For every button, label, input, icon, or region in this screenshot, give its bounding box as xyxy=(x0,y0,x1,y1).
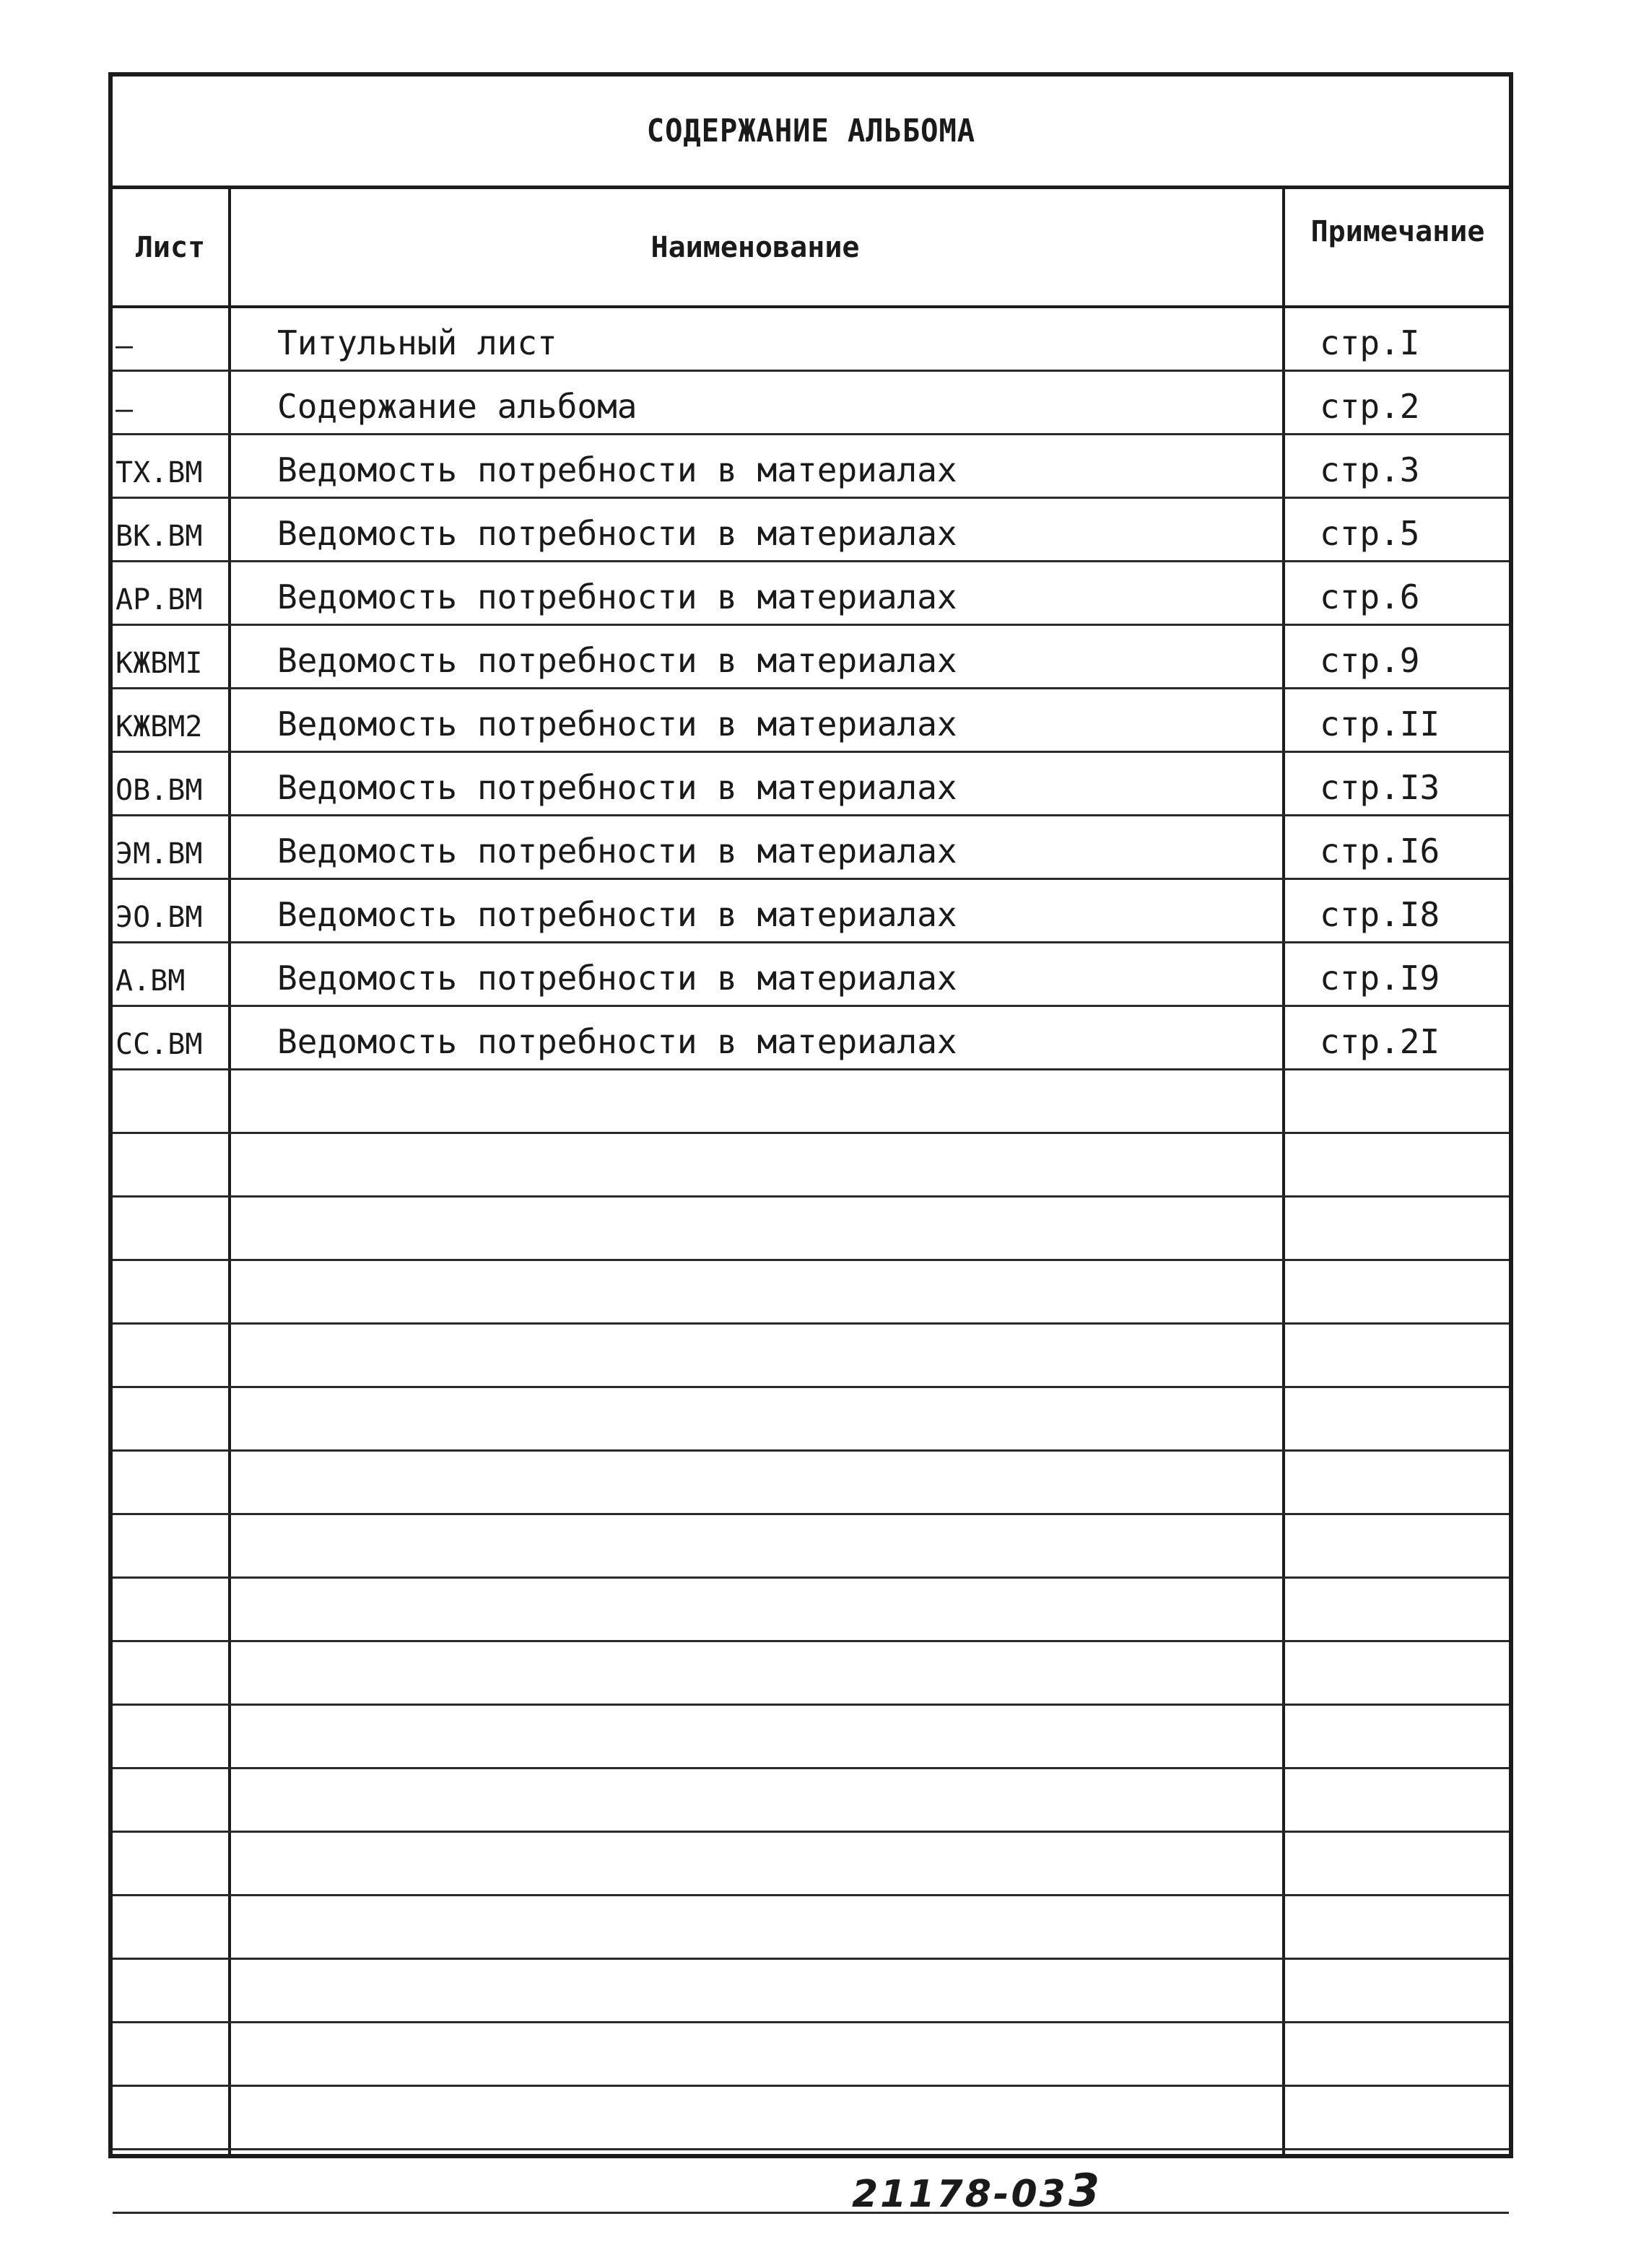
row-name xyxy=(277,1452,1274,1513)
table-row xyxy=(113,499,1509,562)
row-sheet-code: СС.ВМ xyxy=(116,1028,203,1061)
row-note xyxy=(1320,2150,1507,2212)
row-note xyxy=(1320,2087,1507,2148)
row-sheet-code xyxy=(116,1579,227,1640)
album-contents-title: СОДЕРЖАНИЕ АЛЬБОМА xyxy=(646,113,975,149)
row-note xyxy=(1320,1070,1507,1132)
table-row xyxy=(113,1388,1509,1452)
row-name: Ведомость потребности в материалах xyxy=(277,895,957,934)
row-note xyxy=(1320,1388,1507,1449)
table-row xyxy=(113,1515,1509,1579)
document-code: 21178-03 xyxy=(852,2173,1068,2216)
row-sheet-code: КЖВМI xyxy=(116,647,203,680)
row-name xyxy=(277,2087,1274,2148)
row-name xyxy=(277,1769,1274,1831)
row-note xyxy=(1320,1896,1507,1958)
row-name: Ведомость потребности в материалах xyxy=(277,514,957,553)
row-name xyxy=(277,1261,1274,1322)
row-note xyxy=(1320,1452,1507,1513)
row-sheet-code xyxy=(116,1515,227,1576)
row-name xyxy=(277,2023,1274,2085)
row-name: Ведомость потребности в материалах xyxy=(277,959,957,998)
row-name xyxy=(277,1134,1274,1195)
row-sheet-code: КЖВМ2 xyxy=(116,710,203,743)
row-note xyxy=(1320,1515,1507,1576)
row-sheet-code xyxy=(116,1452,227,1513)
table-header xyxy=(113,189,1509,308)
row-sheet-code: АР.ВМ xyxy=(116,583,203,616)
table-row xyxy=(113,1325,1509,1388)
row-name: Ведомость потребности в материалах xyxy=(277,705,957,743)
row-name xyxy=(277,1579,1274,1640)
row-name: Содержание альбома xyxy=(277,387,637,426)
table-row xyxy=(113,1896,1509,1960)
row-note xyxy=(1320,1706,1507,1767)
table-row xyxy=(113,562,1509,626)
row-name xyxy=(277,1515,1274,1576)
table-row xyxy=(113,435,1509,499)
table-row xyxy=(113,1769,1509,1833)
table-row xyxy=(113,1007,1509,1070)
row-sheet-code xyxy=(116,1896,227,1958)
row-note: стр.2I xyxy=(1320,1022,1440,1061)
row-note xyxy=(1320,2023,1507,2085)
row-note: стр.I9 xyxy=(1320,959,1440,998)
row-note: стр.I8 xyxy=(1320,895,1440,934)
row-name: Ведомость потребности в материалах xyxy=(277,768,957,807)
row-name: Ведомость потребности в материалах xyxy=(277,832,957,871)
row-sheet-code xyxy=(116,1325,227,1386)
row-sheet-code xyxy=(116,1960,227,2021)
row-name xyxy=(277,1642,1274,1704)
table-row xyxy=(113,689,1509,753)
row-sheet-code: – xyxy=(116,393,134,426)
header-name: Наименование xyxy=(650,230,860,264)
title-band xyxy=(113,77,1509,189)
row-name xyxy=(277,1198,1274,1259)
table-row xyxy=(113,880,1509,943)
row-note: стр.3 xyxy=(1320,450,1420,489)
row-note: стр.I3 xyxy=(1320,768,1440,807)
row-sheet-code xyxy=(116,1833,227,1894)
row-note xyxy=(1320,1833,1507,1894)
table-row xyxy=(113,816,1509,880)
table-row xyxy=(113,308,1509,372)
row-sheet-code xyxy=(116,1261,227,1322)
table-row xyxy=(113,1070,1509,1134)
row-sheet-code xyxy=(116,1706,227,1767)
row-note: стр.II xyxy=(1320,705,1440,743)
row-sheet-code xyxy=(116,2087,227,2148)
row-note xyxy=(1320,1261,1507,1322)
header-sheet: Лист xyxy=(135,230,206,264)
row-sheet-code xyxy=(116,1070,227,1132)
table-row xyxy=(113,2150,1509,2214)
row-note xyxy=(1320,1198,1507,1259)
row-note xyxy=(1320,1579,1507,1640)
row-name: Ведомость потребности в материалах xyxy=(277,450,957,489)
row-name xyxy=(277,1325,1274,1386)
row-sheet-code: ЭМ.ВМ xyxy=(116,837,203,871)
table-row xyxy=(113,2023,1509,2087)
row-name xyxy=(277,1896,1274,1958)
row-name xyxy=(277,1070,1274,1132)
row-sheet-code xyxy=(116,1134,227,1195)
contents-table xyxy=(108,72,1513,2158)
row-sheet-code xyxy=(116,2150,227,2212)
row-sheet-code: ЭО.ВМ xyxy=(116,901,203,934)
row-note xyxy=(1320,1769,1507,1831)
row-note: стр.5 xyxy=(1320,514,1420,553)
table-row xyxy=(113,1134,1509,1198)
row-name: Ведомость потребности в материалах xyxy=(277,1022,957,1061)
row-name xyxy=(277,1388,1274,1449)
row-name: Ведомость потребности в материалах xyxy=(277,641,957,680)
table-row xyxy=(113,626,1509,689)
row-note xyxy=(1320,1134,1507,1195)
row-name xyxy=(277,1706,1274,1767)
row-sheet-code xyxy=(116,1198,227,1259)
row-note xyxy=(1320,1325,1507,1386)
table-body xyxy=(113,308,1509,2214)
row-note xyxy=(1320,1960,1507,2021)
row-sheet-code xyxy=(116,1769,227,1831)
row-note: стр.9 xyxy=(1320,641,1420,680)
row-name: Ведомость потребности в материалах xyxy=(277,577,957,616)
row-note: стр.I6 xyxy=(1320,832,1440,871)
row-note: стр.I xyxy=(1320,323,1420,362)
table-row xyxy=(113,1833,1509,1896)
row-sheet-code: ОВ.ВМ xyxy=(116,774,203,807)
table-row xyxy=(113,943,1509,1007)
row-sheet-code xyxy=(116,1642,227,1704)
row-sheet-code xyxy=(116,2023,227,2085)
row-sheet-code xyxy=(116,1388,227,1449)
table-row xyxy=(113,1198,1509,1261)
table-row xyxy=(113,2087,1509,2150)
row-note xyxy=(1320,1642,1507,1704)
row-note: стр.2 xyxy=(1320,387,1420,426)
row-name xyxy=(277,1833,1274,1894)
table-row xyxy=(113,1261,1509,1325)
table-row xyxy=(113,1960,1509,2023)
row-name: Титульный лист xyxy=(277,323,557,362)
row-sheet-code: ТХ.ВМ xyxy=(116,456,203,489)
table-row xyxy=(113,1452,1509,1515)
table-row xyxy=(113,1642,1509,1706)
row-name xyxy=(277,1960,1274,2021)
row-sheet-code: – xyxy=(116,329,134,362)
table-row xyxy=(113,753,1509,816)
table-row xyxy=(113,1706,1509,1769)
row-name xyxy=(277,2150,1274,2212)
table-row xyxy=(113,372,1509,435)
table-row xyxy=(113,1579,1509,1642)
row-sheet-code: ВК.ВМ xyxy=(116,520,203,553)
header-note: Примечание xyxy=(1310,215,1485,248)
row-note: стр.6 xyxy=(1320,577,1420,616)
page-number: 3 xyxy=(1068,2164,1100,2217)
row-sheet-code: А.ВМ xyxy=(116,964,186,998)
